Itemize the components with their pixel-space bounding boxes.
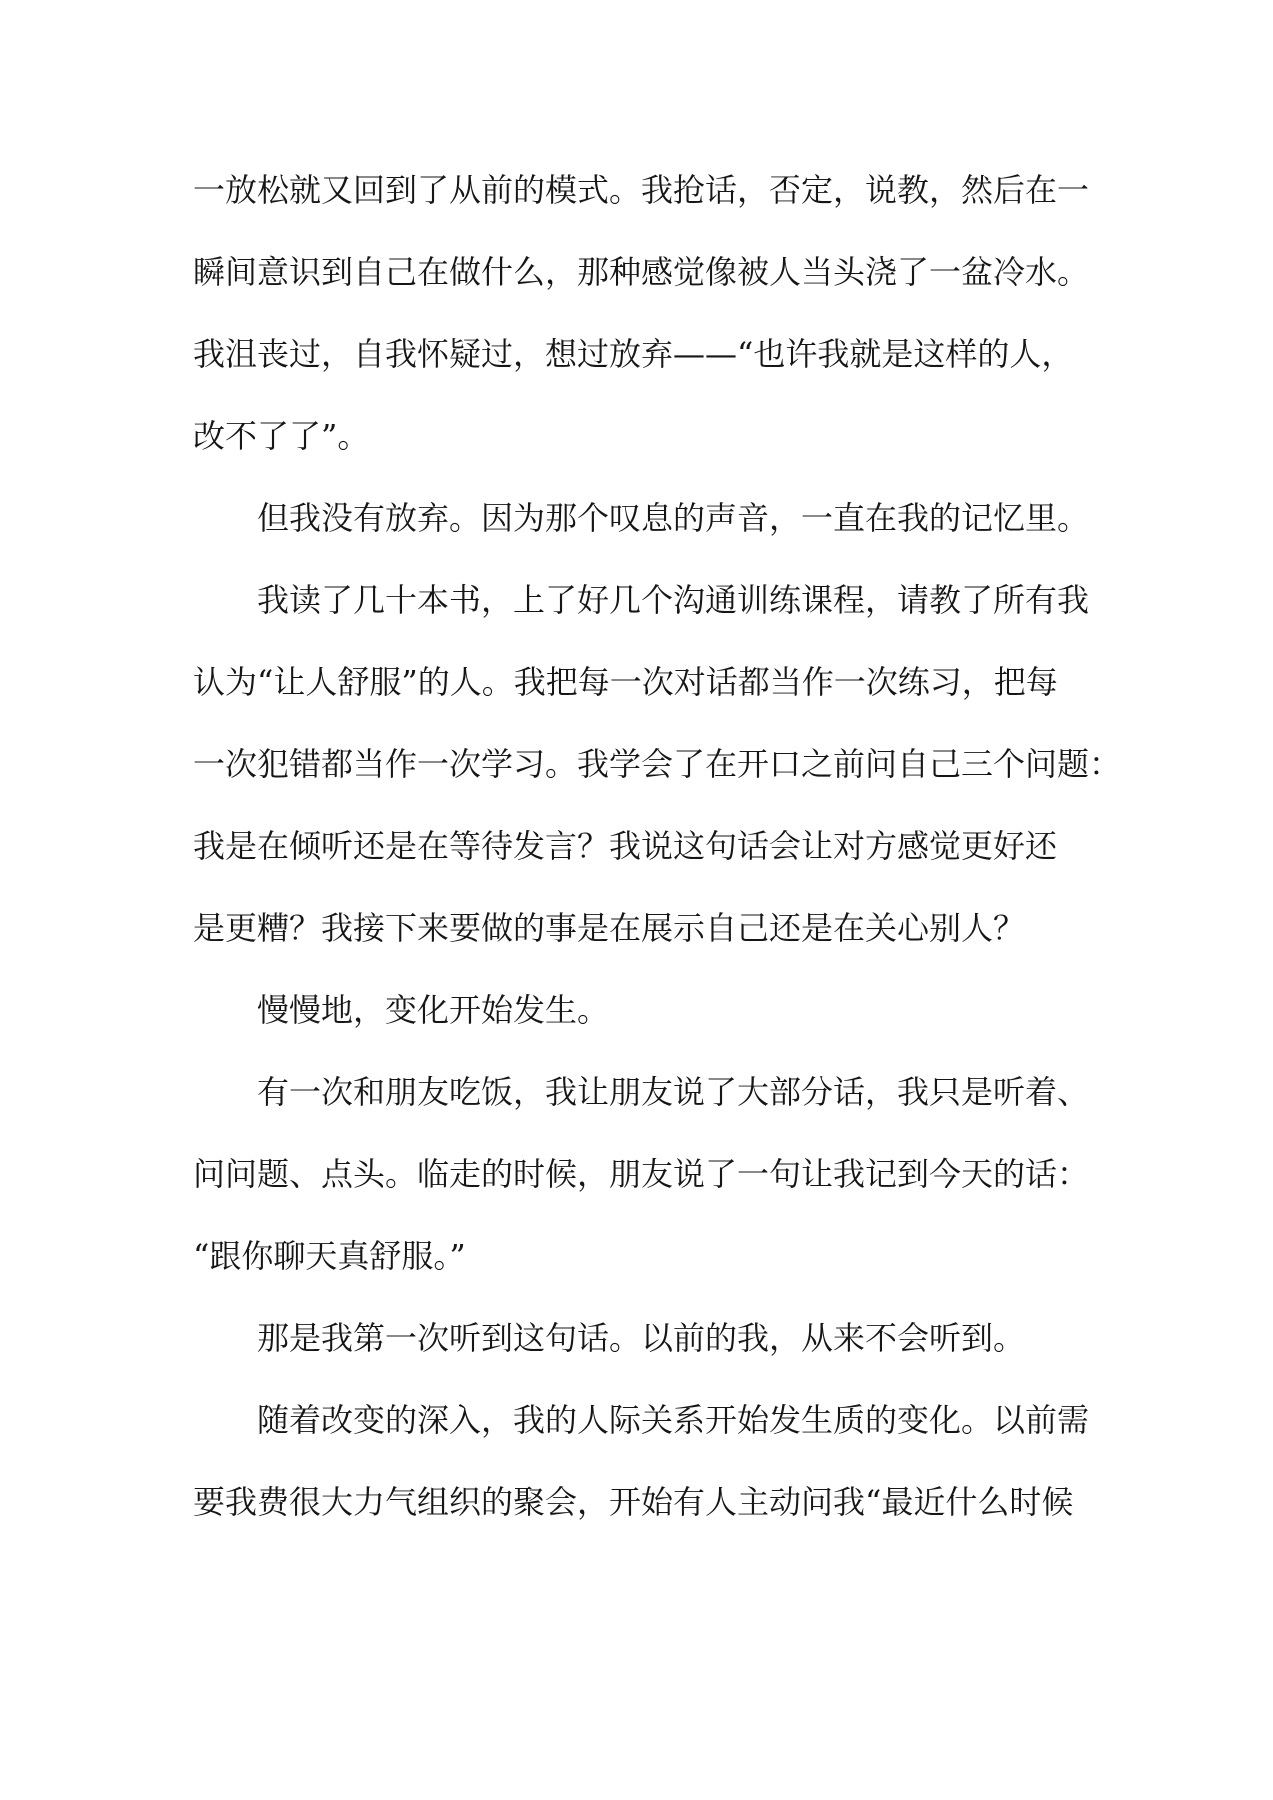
text-line: 我读了几十本书，上了好几个沟通训练课程，请教了所有我 (257, 581, 1090, 619)
text-line: 但我没有放弃。因为那个叹息的声音，一直在我的记忆里。 (257, 499, 1090, 537)
text-line: 我沮丧过，自我怀疑过，想过放弃——“也许我就是这样的人， (193, 335, 1074, 373)
text-line: “跟你聊天真舒服。” (193, 1237, 466, 1275)
text-line: 是更糟？我接下来要做的事是在展示自己还是在关心别人？ (193, 909, 1026, 947)
text-line: 问问题、点头。临走的时候，朋友说了一句让我记到今天的话： (193, 1155, 1090, 1193)
text-line: 随着改变的深入，我的人际关系开始发生质的变化。以前需 (257, 1401, 1090, 1439)
text-line: 慢慢地，变化开始发生。 (257, 991, 610, 1029)
text-line: 一放松就又回到了从前的模式。我抢话，否定，说教，然后在一 (193, 171, 1090, 209)
text-line: 改不了了”。 (193, 417, 370, 455)
text-line: 要我费很大力气组织的聚会，开始有人主动问我“最近什么时候 (193, 1483, 1074, 1521)
text-line: 那是我第一次听到这句话。以前的我，从来不会听到。 (257, 1319, 1026, 1357)
text-line: 瞬间意识到自己在做什么，那种感觉像被人当头浇了一盆冷水。 (193, 253, 1090, 291)
text-line: 有一次和朋友吃饭，我让朋友说了大部分话，我只是听着、 (257, 1073, 1090, 1111)
text-line: 一次犯错都当作一次学习。我学会了在开口之前问自己三个问题： (193, 745, 1122, 783)
text-line: 认为“让人舒服”的人。我把每一次对话都当作一次练习，把每 (193, 663, 1058, 701)
text-line: 我是在倾听还是在等待发言？我说这句话会让对方感觉更好还 (193, 827, 1058, 865)
